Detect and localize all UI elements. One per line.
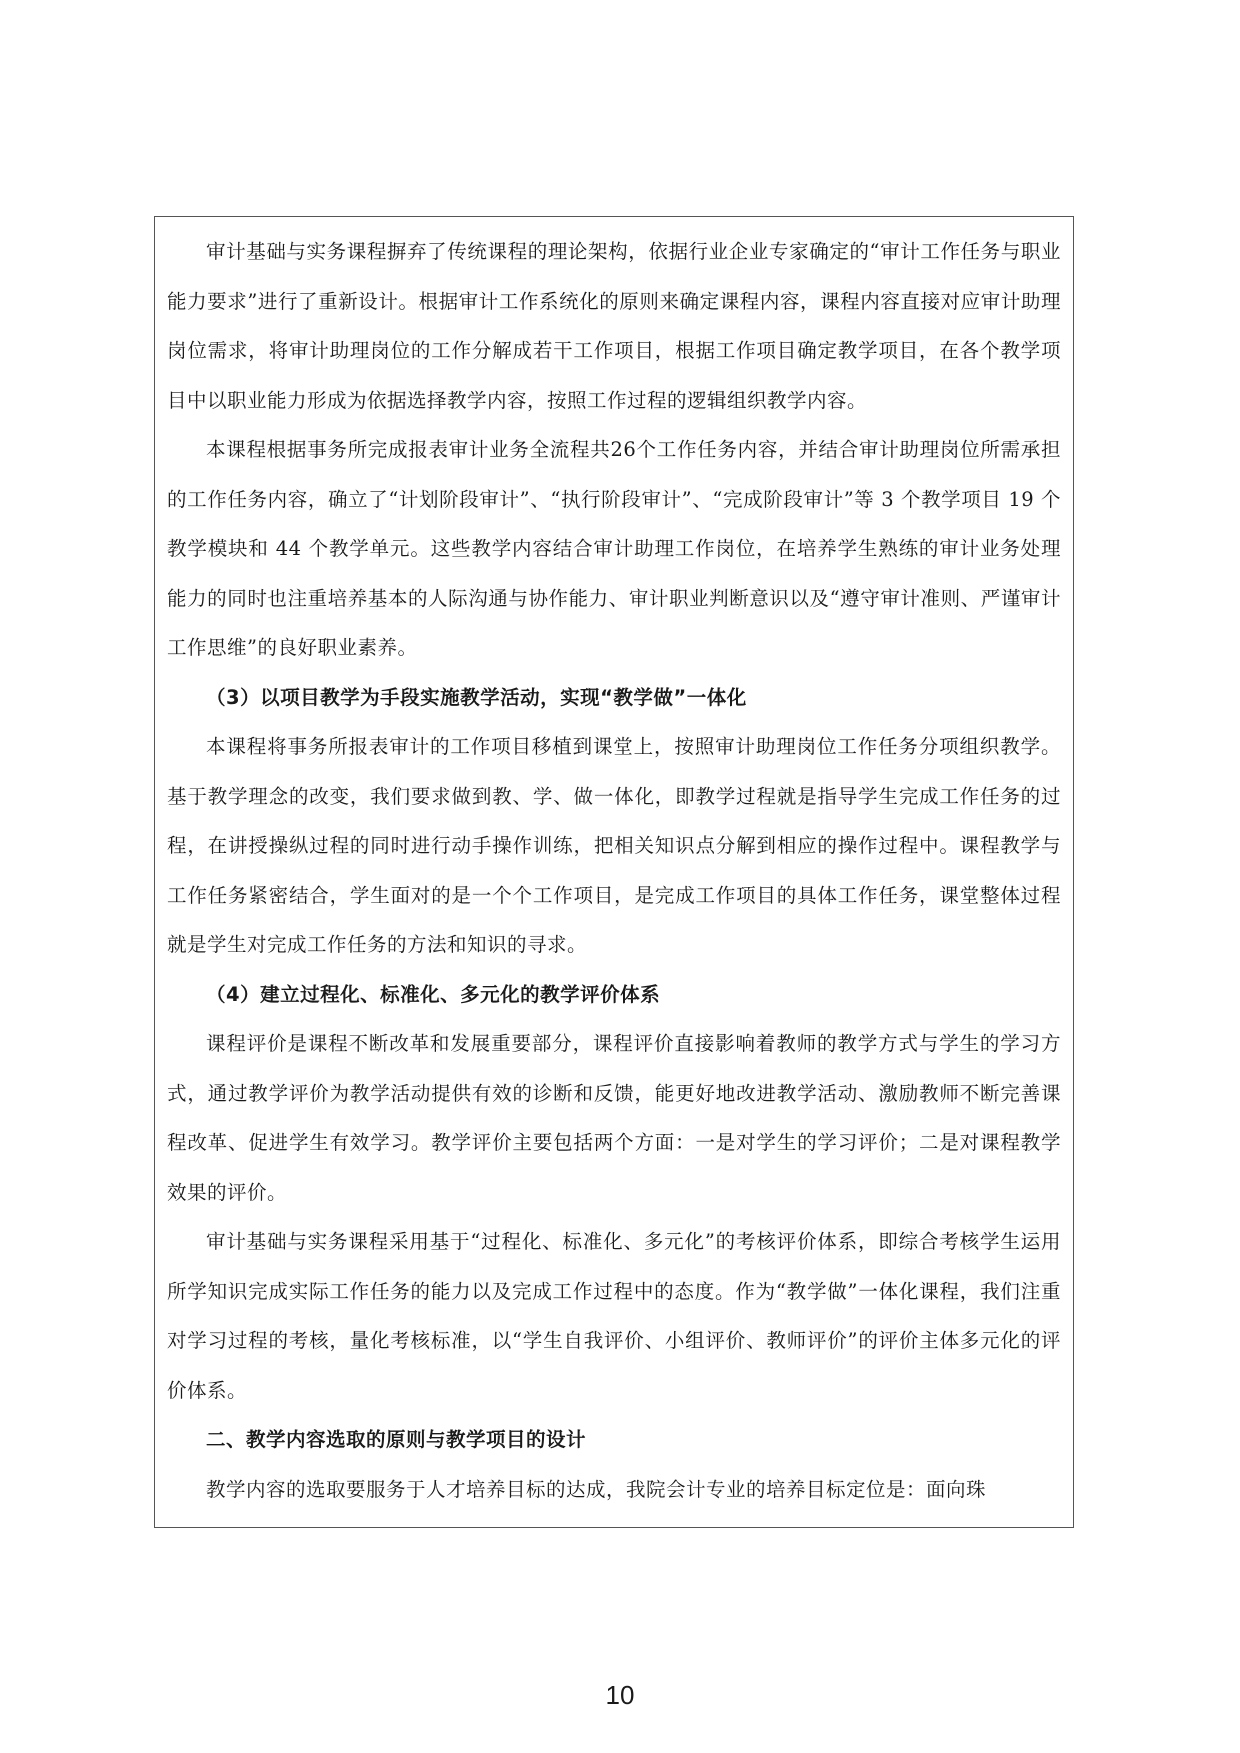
section-heading-evaluation-system: （4）建立过程化、标准化、多元化的教学评价体系	[206, 982, 661, 1006]
paragraph-course-structure: 本课程根据事务所完成报表审计业务全流程共26个工作任务内容，并结合审计助理岗位所需承担的工作任务内容，确立了“计划阶段审计”、“执行阶段审计”、“完成阶段审计”等 3 个教学项目 19 个教学模块和 44 个教学单元。这些教学内容结合审计助理工作岗位，在培养学生熟练的审计业务处理能力的同时也注重培养基本的人际沟通与协作能力、审计职业判断意识以及“遵守审计准则、严谨审计工作思维”的良好职业素养。	[167, 438, 1061, 659]
paragraph-evaluation-importance: 课程评价是课程不断改革和发展重要部分，课程评价直接影响着教师的教学方式与学生的学习方式，通过教学评价为教学活动提供有效的诊断和反馈，能更好地改进教学活动、激励教师不断完善课程改革、促进学生有效学习。教学评价主要包括两个方面：一是对学生的学习评价；二是对课程教学效果的评价。	[167, 1032, 1061, 1204]
page-number: 10	[605, 1680, 635, 1710]
paragraph-evaluation-method: 审计基础与实务课程采用基于“过程化、标准化、多元化”的考核评价体系，即综合考核学生运用所学知识完成实际工作任务的能力以及完成工作过程中的态度。作为“教学做”一体化课程，我们注重对学习过程的考核，量化考核标准，以“学生自我评价、小组评价、教师评价”的评价主体多元化的评价体系。	[167, 1230, 1061, 1402]
content-frame	[154, 216, 1074, 1528]
paragraph-content-selection: 教学内容的选取要服务于人才培养目标的达成，我院会计专业的培养目标定位是：面向珠	[206, 1477, 987, 1501]
paragraph-project-teaching: 本课程将事务所报表审计的工作项目移植到课堂上，按照审计助理岗位工作任务分项组织教学。基于教学理念的改变，我们要求做到教、学、做一体化，即教学过程就是指导学生完成工作任务的过程，在讲授操纵过程的同时进行动手操作训练，把相关知识点分解到相应的操作过程中。课程教学与工作任务紧密结合，学生面对的是一个个工作项目，是完成工作项目的具体工作任务，课堂整体过程就是学生对完成工作任务的方法和知识的寻求。	[167, 735, 1061, 956]
paragraph-course-redesign: 审计基础与实务课程摒弃了传统课程的理论架构，依据行业企业专家确定的“审计工作任务与职业能力要求”进行了重新设计。根据审计工作系统化的原则来确定课程内容，课程内容直接对应审计助理岗位需求，将审计助理岗位的工作分解成若干工作项目，根据工作项目确定教学项目，在各个教学项目中以职业能力形成为依据选择教学内容，按照工作过程的逻辑组织教学内容。	[167, 240, 1061, 412]
section-heading-content-selection: 二、教学内容选取的原则与教学项目的设计	[206, 1428, 587, 1451]
section-heading-project-teaching: （3）以项目教学为手段实施教学活动，实现“教学做”一体化	[206, 685, 747, 709]
